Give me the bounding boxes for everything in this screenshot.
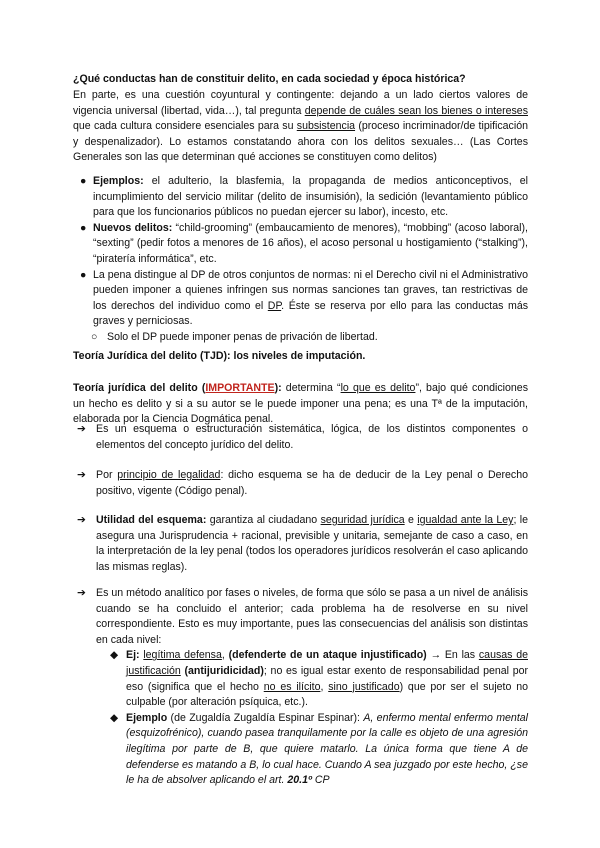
arrow-item: ➔ Es un esquema o estructuración sistemática, lógica, de los distintos componentes o elementos del concepto jurídico del delito. <box>77 423 528 451</box>
tjd-paragraph: Teoría jurídica del delito (IMPORTANTE): determina “lo que es delito”, bajo qué condiciones un hecho es delito y si a su autor se le puede imponer una pena; es una Tª de la imputación, elaborada por la Ciencia Dogmática penal. <box>73 382 528 426</box>
arrow-right-icon: ➔ <box>77 587 86 599</box>
arrow-item: ➔ Utilidad del esquema: garantiza al ciudadano seguridad jurídica e igualdad ante la Ley; le asegura una Jurisprudencia + racional, previsible y unitaria, semejante de caso a caso, en la interpretación de la ley penal (todos los operadores jurídicos resolverán el caso aplicando las mismas reglas). <box>77 514 529 573</box>
list-item: ● Nuevos delitos: “child-grooming” (embaucamiento de menores), “mobbing” (acoso laboral), “sexting” (pedir fotos a menores de 16 años), el acoso personal u hostigamiento (“stalking”), “piratería informática”, etc. <box>80 221 528 265</box>
bullet-dot-icon: ● <box>80 221 87 234</box>
intro-paragraph: En parte, es una cuestión coyuntural y contingente: dejando a un lado ciertos valores de vigencia universal (libertad, vida…), tal pregunta depende de cuáles sean los bienes o intereses que cada cultura considere esenciales para su subsistencia (proceso incriminador/de tipificación y despenalizador). Lo estamos constatando ahora con los delitos sexuales… (Las Cortes Generales son las que determinan qué acciones se constituyen como delitos) <box>73 89 528 164</box>
question-heading: ¿Qué conductas han de constituir delito, en cada sociedad y época histórica? <box>73 73 466 85</box>
sub-list-item: ○ Solo el DP puede imponer penas de privación de libertad. <box>73 330 528 346</box>
bullet-circle-icon: ○ <box>91 330 98 343</box>
diamond-bullet-icon: ◆ <box>110 711 119 724</box>
arrow-right-icon: ➔ <box>77 514 86 526</box>
diamond-item: ◆ Ej: legítima defensa, (defenderte de un ataque injustificado) → En las causas de justificación (antijuridicidad); no es igual estar exento de responsabilidad penal por eso (significa que el hecho no es ilícito, sino justificado) que por ser el sujeto no culpable (por alteración psíquica, etc.). <box>110 649 528 709</box>
bullet-dot-icon: ● <box>80 268 87 281</box>
arrow-item: ➔ Por principio de legalidad: dicho esquema se ha de deducir de la Ley penal o Derecho positivo, vigente (Código penal). <box>77 469 528 497</box>
important-label: IMPORTANTE <box>205 382 275 394</box>
list-item: ● Ejemplos: el adulterio, la blasfemia, la propaganda de medios anticonceptivos, el incumplimiento del servicio militar (delito de insumisión), la sedición (levantamiento público para que los funcionarios públicos no puedan ejercer su labor), incesto, etc. <box>80 175 528 219</box>
diamond-item: ◆ Ejemplo (de Zugaldía Zugaldía Espinar Espinar): A, enfermo mental enfermo mental (esquizofrénico), cuando pasea tranquilamente por la calle es objeto de una agresión ilegítima por parte de B, que quiere matarlo. La única forma que tiene A de defenderse es matando a B, lo cual hace. Cuando A sea juzgado por este hecho, ¿se le ha de absolver aplicando el art. 20.1º CP <box>110 711 529 787</box>
section-heading <box>73 349 528 365</box>
bullet-list <box>73 174 528 346</box>
bullet-dot-icon: ● <box>80 175 87 187</box>
arrow-right-icon: ➔ <box>77 423 86 435</box>
section-title <box>73 72 528 88</box>
arrow-item: ➔ Es un método analítico por fases o niveles, de forma que sólo se pasa a un nivel de análisis cuando se ha concluido el anterior; cada problema ha de resolverse en su nivel correspondiente. Esto es muy importante, pues las consecuencias del análisis son distintas en cada nivel: ◆ Ej: legítima defensa, (defenderte de un ataque injustificado) → En las causas de justificación (antijuridicidad); no es igual estar exento de responsabilidad penal por eso (significa que el hecho no es ilícito, sino justificado) que por ser el sujeto no culpable (por alteración psíquica, etc.). ◆ Ejemplo (de Zugaldía Zugaldía Espinar Espinar): A, enfermo mental enfermo mental (esquizofrénico), cuando pasea tranquilamente por la calle es objeto de una agresión ilegítima por parte de B, que quiere matarlo. La única forma que tiene A de defenderse es matando a B, lo cual hace. Cuando A sea juzgado por este hecho, ¿se le ha de absolver aplicando el art. 20.1º CP <box>73 586 528 789</box>
tjd-heading: Teoría Jurídica del delito (TJD): los niveles de imputación. <box>73 350 366 362</box>
arrow-right-icon: ➔ <box>77 469 86 481</box>
diamond-bullet-icon: ◆ <box>110 649 119 662</box>
list-item: ● La pena distingue al DP de otros conjuntos de normas: ni el Derecho civil ni el Administrativo pueden imponer a quienes infringen sus normas sanciones tan graves, tan restrictivas de los derechos del individuo como el DP. Éste se reserva por ello para las conductas más graves y perniciosas. <box>80 268 529 328</box>
